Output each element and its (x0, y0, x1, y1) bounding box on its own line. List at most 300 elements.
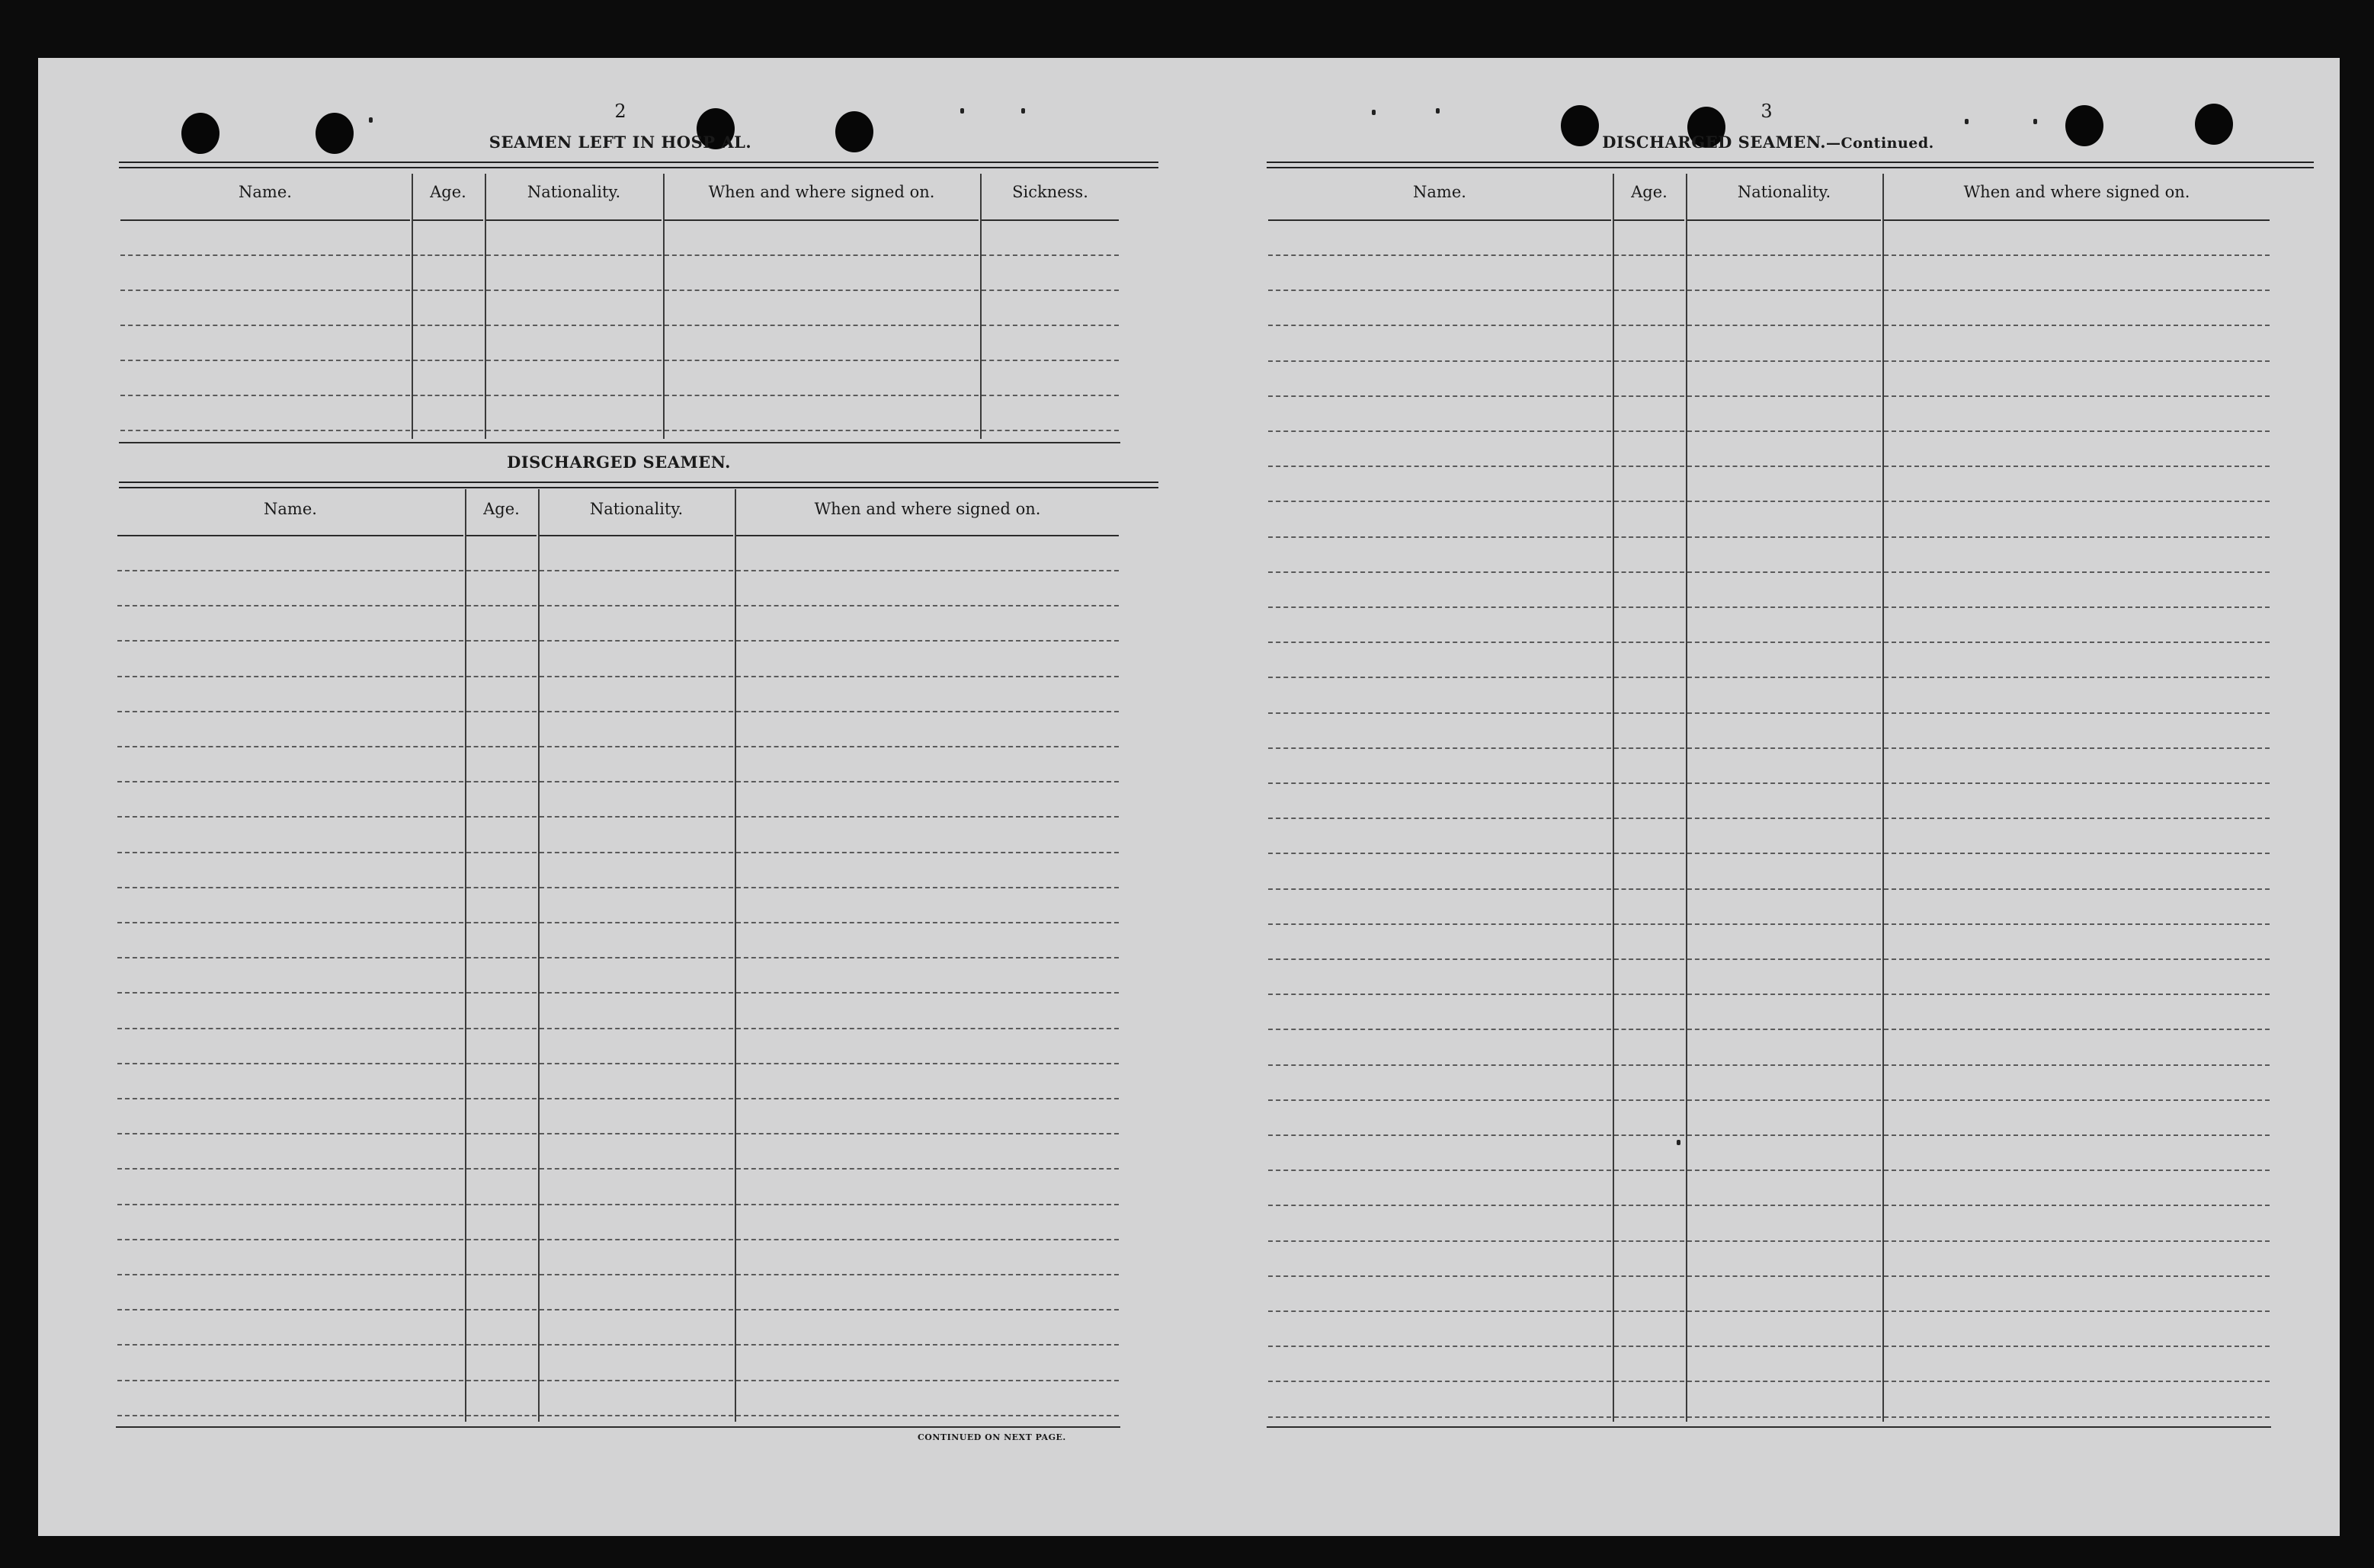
column-divider (465, 489, 466, 1422)
row-line (1614, 501, 1684, 502)
row-line (1884, 712, 2270, 714)
column-divider (485, 174, 486, 439)
header-rule (1687, 219, 1881, 221)
row-line (1614, 994, 1684, 995)
row-line (1614, 1170, 1684, 1171)
ledger-sheet (38, 58, 2340, 1536)
row-line (540, 1309, 733, 1310)
row-line (466, 711, 537, 712)
row-line (120, 430, 410, 431)
column-header: When and where signed on. (1963, 183, 2190, 201)
ink-speck (369, 117, 373, 123)
row-line (117, 1274, 463, 1275)
column-header: Name. (1413, 183, 1466, 201)
row-line (1884, 853, 2270, 854)
row-line (466, 746, 537, 747)
row-line (736, 887, 1119, 888)
row-line (1614, 430, 1684, 432)
row-line (1687, 1170, 1881, 1171)
title-main: DISCHARGED SEAMEN. (1602, 133, 1827, 152)
row-line (117, 1168, 463, 1170)
hospital-section-title: SEAMEN LEFT IN HOSP AL. (489, 133, 752, 152)
row-line (1268, 1064, 1611, 1066)
row-line (1268, 1170, 1611, 1171)
row-line (1614, 677, 1684, 678)
row-line (540, 605, 733, 606)
row-line (1687, 958, 1881, 960)
row-line (540, 1098, 733, 1099)
row-line (1268, 536, 1611, 538)
row-line (1687, 994, 1881, 995)
row-line (1614, 958, 1684, 960)
table-bottom-rule (1267, 1426, 2271, 1428)
row-line (466, 1274, 537, 1275)
row-line (1884, 290, 2270, 291)
ink-speck (1677, 1140, 1680, 1145)
row-line (540, 887, 733, 888)
row-line (1614, 1029, 1684, 1030)
column-divider (538, 489, 540, 1422)
row-line (1614, 1310, 1684, 1312)
row-line (1687, 1416, 1881, 1418)
row-line (1687, 430, 1881, 432)
row-line (413, 360, 483, 361)
row-line (466, 1415, 537, 1416)
row-line (736, 1204, 1119, 1205)
row-line (1687, 677, 1881, 678)
row-line (736, 570, 1119, 571)
row-line (540, 1168, 733, 1170)
row-line (1268, 747, 1611, 749)
row-line (665, 395, 979, 396)
row-line (1268, 395, 1611, 397)
row-line (1614, 1134, 1684, 1136)
row-line (736, 1168, 1119, 1170)
row-line (1614, 1275, 1684, 1277)
row-line (486, 290, 662, 291)
row-line (1884, 254, 2270, 256)
row-line (1614, 536, 1684, 538)
row-line (1687, 1240, 1881, 1242)
row-line (117, 1415, 463, 1416)
row-line (540, 1063, 733, 1064)
row-line (736, 852, 1119, 853)
row-line (466, 1239, 537, 1240)
continued-footer: CONTINUED ON NEXT PAGE. (918, 1432, 1066, 1442)
row-line (982, 395, 1119, 396)
row-line (1268, 642, 1611, 643)
row-line (1687, 290, 1881, 291)
row-line (1614, 1346, 1684, 1347)
column-header: Nationality. (527, 183, 621, 201)
ink-speck (1372, 110, 1376, 115)
row-line (540, 570, 733, 571)
row-line (540, 957, 733, 958)
discharged-section-title: DISCHARGED SEAMEN. (507, 453, 731, 472)
row-line (665, 360, 979, 361)
row-line (736, 1133, 1119, 1134)
row-line (736, 711, 1119, 712)
discharged-continued-title (1602, 133, 1934, 152)
title-rule (119, 162, 1158, 168)
row-line (1614, 325, 1684, 326)
ink-speck (1965, 119, 1969, 124)
page-number: 3 (1760, 101, 1773, 122)
row-line (1268, 1099, 1611, 1101)
row-line (1268, 1310, 1611, 1312)
header-rule (982, 219, 1119, 221)
row-line (1687, 712, 1881, 714)
row-line (1614, 782, 1684, 784)
row-line (117, 605, 463, 606)
row-line (1884, 782, 2270, 784)
punch-hole-icon (1561, 105, 1599, 146)
row-line (1268, 677, 1611, 678)
row-line (1884, 818, 2270, 819)
row-line (120, 254, 410, 256)
row-line (982, 360, 1119, 361)
row-line (117, 711, 463, 712)
row-line (1687, 1205, 1881, 1206)
row-line (540, 640, 733, 642)
row-line (117, 781, 463, 782)
row-line (1884, 325, 2270, 326)
header-rule (665, 219, 979, 221)
column-header: When and where signed on. (708, 183, 935, 201)
punch-hole-icon (181, 113, 219, 154)
row-line (1614, 290, 1684, 291)
row-line (736, 816, 1119, 818)
ink-speck (960, 108, 964, 114)
row-line (1614, 1064, 1684, 1066)
row-line (486, 395, 662, 396)
row-line (1884, 501, 2270, 502)
row-line (466, 922, 537, 923)
row-line (665, 290, 979, 291)
row-line (1884, 536, 2270, 538)
row-line (982, 254, 1119, 256)
header-rule (1268, 219, 1611, 221)
row-line (1614, 466, 1684, 467)
header-rule (1614, 219, 1684, 221)
row-line (540, 1028, 733, 1029)
row-line (1614, 1416, 1684, 1418)
column-header: Age. (430, 183, 466, 201)
header-rule (486, 219, 662, 221)
row-line (466, 1063, 537, 1064)
row-line (540, 711, 733, 712)
row-line (120, 395, 410, 396)
row-line (1884, 1310, 2270, 1312)
row-line (736, 1274, 1119, 1275)
row-line (466, 781, 537, 782)
row-line (117, 1309, 463, 1310)
row-line (1614, 1205, 1684, 1206)
row-line (540, 852, 733, 853)
row-line (120, 290, 410, 291)
row-line (1884, 677, 2270, 678)
row-line (1687, 747, 1881, 749)
row-line (665, 430, 979, 431)
row-line (982, 290, 1119, 291)
row-line (1268, 254, 1611, 256)
punch-hole-icon (2195, 104, 2233, 145)
row-line (1884, 747, 2270, 749)
row-line (1614, 606, 1684, 608)
row-line (736, 1098, 1119, 1099)
row-line (1268, 958, 1611, 960)
row-line (1268, 501, 1611, 502)
row-line (736, 1415, 1119, 1416)
row-line (1687, 818, 1881, 819)
column-header: Name. (264, 500, 317, 518)
row-line (1687, 1346, 1881, 1347)
row-line (736, 746, 1119, 747)
row-line (117, 1380, 463, 1381)
row-line (1884, 1170, 2270, 1171)
row-line (540, 1239, 733, 1240)
punch-hole-icon (2065, 105, 2103, 146)
row-line (466, 1380, 537, 1381)
row-line (1614, 571, 1684, 573)
row-line (117, 1133, 463, 1134)
row-line (1268, 1029, 1611, 1030)
row-line (982, 325, 1119, 326)
row-line (1268, 1134, 1611, 1136)
row-line (665, 325, 979, 326)
row-line (120, 325, 410, 326)
row-line (1687, 571, 1881, 573)
row-line (1884, 360, 2270, 362)
row-line (1884, 994, 2270, 995)
row-line (466, 887, 537, 888)
row-line (540, 992, 733, 994)
punch-hole-icon (316, 113, 354, 154)
row-line (466, 1204, 537, 1205)
row-line (1884, 1099, 2270, 1101)
row-line (1268, 1205, 1611, 1206)
row-line (466, 852, 537, 853)
row-line (1687, 642, 1881, 643)
row-line (1884, 1346, 2270, 1347)
column-divider (735, 489, 736, 1422)
row-line (1687, 1310, 1881, 1312)
row-line (413, 325, 483, 326)
row-line (117, 1063, 463, 1064)
row-line (1268, 606, 1611, 608)
row-line (1687, 1134, 1881, 1136)
row-line (466, 676, 537, 677)
row-line (736, 1028, 1119, 1029)
row-line (117, 746, 463, 747)
row-line (466, 1344, 537, 1346)
row-line (1687, 395, 1881, 397)
row-line (1687, 325, 1881, 326)
row-line (117, 816, 463, 818)
column-header: Age. (1631, 183, 1668, 201)
column-divider (980, 174, 982, 439)
row-line (117, 887, 463, 888)
row-line (413, 395, 483, 396)
row-line (736, 781, 1119, 782)
table-bottom-rule (119, 442, 1120, 443)
row-line (1687, 501, 1881, 502)
row-line (1884, 923, 2270, 925)
row-line (540, 922, 733, 923)
row-line (1884, 466, 2270, 467)
row-line (117, 570, 463, 571)
row-line (1614, 254, 1684, 256)
header-rule (466, 535, 537, 536)
row-line (117, 1028, 463, 1029)
row-line (486, 254, 662, 256)
row-line (540, 1380, 733, 1381)
row-line (1614, 395, 1684, 397)
row-line (1268, 360, 1611, 362)
row-line (466, 1309, 537, 1310)
row-line (466, 640, 537, 642)
ink-speck (1436, 108, 1440, 114)
row-line (1884, 888, 2270, 890)
row-line (413, 430, 483, 431)
column-header: Sickness. (1012, 183, 1088, 201)
row-line (1268, 994, 1611, 995)
row-line (1687, 1099, 1881, 1101)
row-line (736, 992, 1119, 994)
row-line (736, 1344, 1119, 1346)
row-line (1268, 888, 1611, 890)
row-line (117, 992, 463, 994)
row-line (1268, 430, 1611, 432)
row-line (1687, 1029, 1881, 1030)
row-line (1687, 254, 1881, 256)
row-line (466, 1168, 537, 1170)
row-line (1268, 923, 1611, 925)
row-line (413, 290, 483, 291)
row-line (1687, 1381, 1881, 1382)
row-line (982, 430, 1119, 431)
column-header: Nationality. (589, 500, 684, 518)
row-line (1614, 1240, 1684, 1242)
column-header: Age. (483, 500, 520, 518)
row-line (1614, 1381, 1684, 1382)
row-line (1884, 1381, 2270, 1382)
row-line (1884, 1275, 2270, 1277)
row-line (1268, 325, 1611, 326)
row-line (1268, 1240, 1611, 1242)
row-line (1268, 1381, 1611, 1382)
row-line (117, 640, 463, 642)
row-line (540, 1274, 733, 1275)
row-line (540, 1133, 733, 1134)
row-line (1884, 571, 2270, 573)
row-line (1268, 466, 1611, 467)
row-line (1884, 1029, 2270, 1030)
row-line (117, 1239, 463, 1240)
row-line (1687, 606, 1881, 608)
row-line (1687, 888, 1881, 890)
row-line (540, 1415, 733, 1416)
row-line (486, 360, 662, 361)
row-line (486, 325, 662, 326)
row-line (1268, 818, 1611, 819)
row-line (736, 1239, 1119, 1240)
row-line (466, 1133, 537, 1134)
row-line (1687, 360, 1881, 362)
row-line (1268, 1416, 1611, 1418)
row-line (540, 746, 733, 747)
row-line (736, 957, 1119, 958)
row-line (466, 1028, 537, 1029)
row-line (1884, 606, 2270, 608)
row-line (1884, 1205, 2270, 1206)
row-line (1268, 571, 1611, 573)
row-line (1884, 642, 2270, 643)
row-line (1884, 1416, 2270, 1418)
row-line (1614, 923, 1684, 925)
row-line (486, 430, 662, 431)
row-line (466, 816, 537, 818)
row-line (1884, 1134, 2270, 1136)
row-line (1268, 1275, 1611, 1277)
row-line (117, 852, 463, 853)
row-line (117, 922, 463, 923)
header-rule (540, 535, 733, 536)
row-line (736, 676, 1119, 677)
row-line (1687, 536, 1881, 538)
row-line (1268, 853, 1611, 854)
header-rule (413, 219, 483, 221)
row-line (1884, 958, 2270, 960)
column-divider (663, 174, 665, 439)
row-line (665, 254, 979, 256)
row-line (1687, 1275, 1881, 1277)
row-line (1268, 1346, 1611, 1347)
ink-speck (2033, 119, 2037, 124)
row-line (1687, 1064, 1881, 1066)
row-line (117, 1098, 463, 1099)
row-line (466, 570, 537, 571)
row-line (1614, 853, 1684, 854)
row-line (1268, 712, 1611, 714)
row-line (736, 1380, 1119, 1381)
row-line (1614, 747, 1684, 749)
table-bottom-rule (116, 1426, 1120, 1428)
header-rule (120, 219, 410, 221)
row-line (1614, 360, 1684, 362)
row-line (117, 1204, 463, 1205)
row-line (117, 676, 463, 677)
title-suffix: —Continued. (1826, 135, 1934, 152)
row-line (466, 957, 537, 958)
row-line (1614, 818, 1684, 819)
row-line (540, 781, 733, 782)
row-line (736, 605, 1119, 606)
section-rule (119, 482, 1158, 488)
row-line (1884, 1064, 2270, 1066)
header-rule (1884, 219, 2270, 221)
row-line (736, 1063, 1119, 1064)
header-rule (117, 535, 463, 536)
column-header: Nationality. (1737, 183, 1831, 201)
row-line (540, 1344, 733, 1346)
header-rule (736, 535, 1119, 536)
row-line (540, 1204, 733, 1205)
row-line (466, 1098, 537, 1099)
row-line (466, 605, 537, 606)
row-line (1268, 290, 1611, 291)
column-header: When and where signed on. (814, 500, 1041, 518)
